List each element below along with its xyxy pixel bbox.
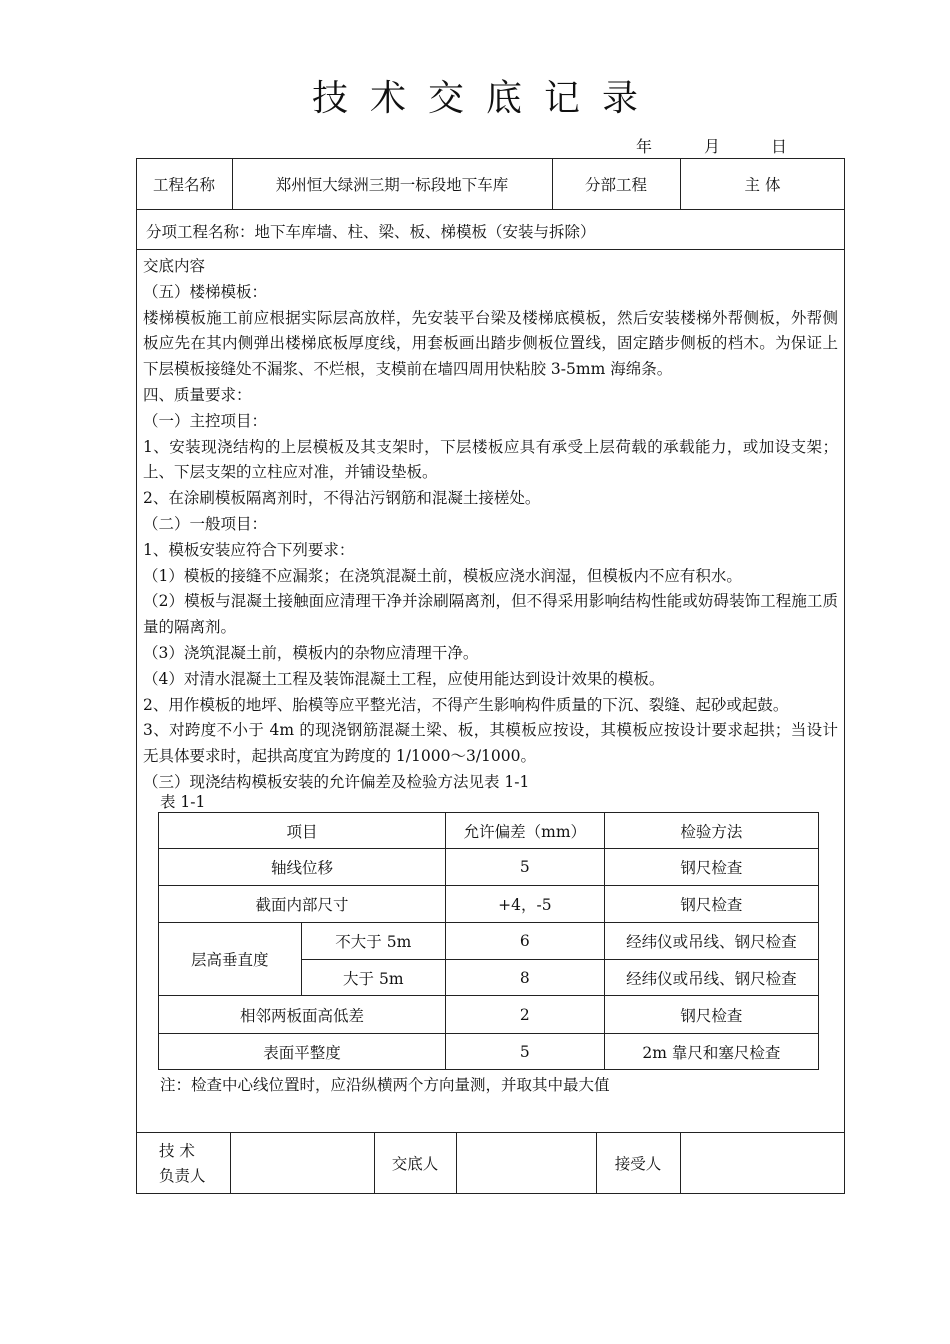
content-paragraph: 楼梯模板施工前应根据实际层高放样，先安装平台梁及楼梯底模板，然后安装楼梯外帮侧板，外帮侧板应先在其内侧弹出楼梯底板厚度线，用套板画出踏步侧板位置线，固定踏步侧板的档木。为保证上下层模板接缝处不漏浆、不烂根，支模前在墙四周用快粘胶 3-5mm 海绵条。 — [143, 308, 838, 379]
row-tolerance: 2 — [446, 996, 605, 1034]
receiver-label: 接受人 — [614, 1155, 662, 1173]
content-paragraph: 1、安装现浇结构的上层模板及其支架时，下层楼板应具有承受上层荷载的承载能力，或加设支架；上、下层支架的立柱应对准，并铺设垫板。 — [143, 437, 838, 482]
content-heading: 交底内容 — [143, 257, 206, 275]
divider — [136, 1132, 845, 1133]
row-method: 钢尺检查 — [604, 996, 818, 1034]
header-tolerance: 允许偏差（mm） — [446, 813, 605, 849]
project-name-label: 工程名称 — [152, 175, 215, 194]
header-item: 项目 — [159, 813, 446, 849]
presenter-label: 交底人 — [391, 1155, 439, 1173]
header-method: 检验方法 — [604, 813, 818, 849]
table-row — [159, 849, 819, 886]
content-paragraph: 3、对跨度不小于 4m 的现浇钢筋混凝土梁、板，其模板应按设，其模板应按设计要求起拱；当设计无具体要求时，起拱高度宜为跨度的 1/1000～3/1000。 — [143, 721, 838, 766]
content-paragraph: 1、模板安装应符合下列要求： — [143, 540, 355, 559]
table-caption: 表 1-1 — [160, 793, 206, 811]
content-paragraph: （三）现浇结构模板安装的允许偏差及检验方法见表 1-1 — [143, 772, 530, 791]
divider — [456, 1132, 457, 1194]
date-year: 年 — [636, 137, 653, 156]
row-method: 经纬仪或吊线、钢尺检查 — [604, 960, 818, 996]
row-tolerance: 8 — [446, 960, 605, 996]
divider — [230, 1132, 231, 1194]
row-method: 2m 靠尺和塞尺检查 — [604, 1034, 818, 1070]
content-paragraph: 四、质量要求： — [143, 385, 252, 404]
row-tolerance: +4，-5 — [446, 886, 605, 923]
row-tolerance: 5 — [446, 1034, 605, 1070]
row-method: 经纬仪或吊线、钢尺检查 — [604, 923, 818, 960]
row-item: 截面内部尺寸 — [159, 886, 446, 923]
date-month: 月 — [704, 137, 721, 156]
content-paragraph: （1）模板的接缝不应漏浆；在浇筑混凝土前，模板应浇水润湿，但模板内不应有积水。 — [143, 566, 742, 585]
row-method: 钢尺检查 — [604, 886, 818, 923]
project-name: 郑州恒大绿洲三期一标段地下车库 — [275, 175, 509, 194]
table-row — [159, 1034, 819, 1070]
table-row — [159, 923, 819, 960]
row-item: 相邻两板面高低差 — [159, 996, 446, 1034]
table-row — [159, 996, 819, 1034]
row-item: 层高垂直度 — [159, 923, 302, 996]
divider — [136, 249, 845, 250]
row-item: 轴线位移 — [159, 849, 446, 886]
content-paragraph: （2）模板与混凝土接触面应清理干净并涂刷隔离剂，但不得采用影响结构性能或妨碍装饰工程施工质量的隔离剂。 — [143, 592, 838, 637]
table-header-row — [159, 813, 819, 849]
content-paragraph: （一）主控项目： — [143, 411, 268, 430]
content-paragraph: （4）对清水混凝土工程及装饰混凝土工程，应使用能达到设计效果的模板。 — [143, 669, 665, 688]
row-item: 表面平整度 — [159, 1034, 446, 1070]
row-method: 钢尺检查 — [604, 849, 818, 886]
content-paragraph: （二）一般项目： — [143, 514, 268, 533]
division-label: 分部工程 — [584, 175, 647, 194]
tech-lead-label: 技 术 — [159, 1142, 195, 1160]
divider — [136, 209, 845, 210]
date-day: 日 — [771, 137, 788, 156]
subitem-name: 分项工程名称：地下车库墙、柱、梁、板、梯模板（安装与拆除） — [146, 223, 596, 241]
row-tolerance: 6 — [446, 923, 605, 960]
content-paragraph: 2、用作模板的地坪、胎模等应平整光洁，不得产生影响构件质量的下沉、裂缝、起砂或起鼓。 — [143, 695, 789, 714]
content-paragraph: （3）浇筑混凝土前，模板内的杂物应清理干净。 — [143, 643, 479, 662]
tech-lead-label-2: 负责人 — [159, 1167, 206, 1185]
divider — [680, 1132, 681, 1194]
disclosure-content — [143, 254, 838, 796]
row-subitem: 大于 5m — [301, 960, 446, 996]
row-subitem: 不大于 5m — [301, 923, 446, 960]
table-row — [159, 886, 819, 923]
content-paragraph: 2、在涂刷模板隔离剂时，不得沾污钢筋和混凝土接槎处。 — [143, 489, 541, 508]
division-value: 主 体 — [744, 175, 781, 194]
document-title: 技术交底记录 — [311, 78, 660, 119]
tolerance-table — [158, 812, 819, 1070]
content-paragraph: （五）楼梯模板： — [143, 282, 268, 301]
table-note: 注：检查中心线位置时，应沿纵横两个方向量测，并取其中最大值 — [160, 1076, 610, 1094]
row-tolerance: 5 — [446, 849, 605, 886]
